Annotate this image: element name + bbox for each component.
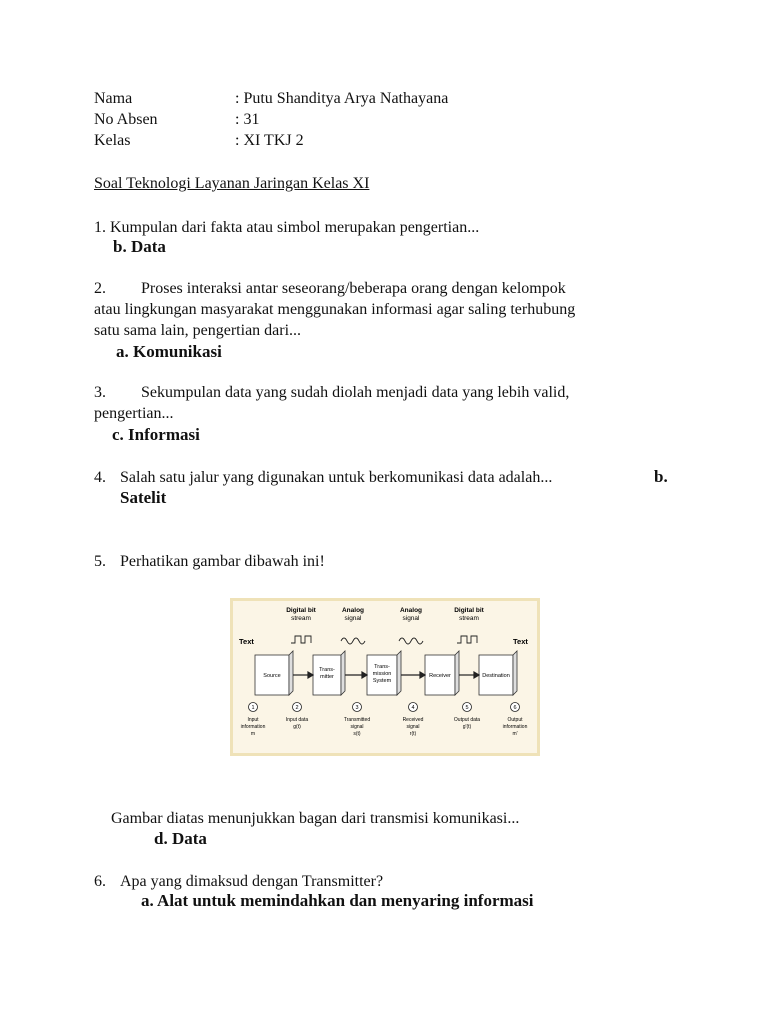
stage-3-number: 3 <box>355 705 359 711</box>
diagram-top-label-3b: signal <box>402 615 420 622</box>
stage-4-number: 4 <box>411 705 415 711</box>
stage-4-label-1: Received <box>402 717 424 723</box>
block-label-system-3: System <box>372 678 392 684</box>
stage-6-label-1: Output <box>507 717 523 723</box>
question-1-answer: b. Data <box>113 237 166 256</box>
nama-label: Nama <box>94 90 133 107</box>
block-label-source: Source <box>263 673 281 679</box>
question-2-answer: a. Komunikasi <box>116 342 222 361</box>
question-4-number: 4. <box>94 469 106 486</box>
block-label-system-2: mission <box>372 671 392 677</box>
question-3-number: 3. <box>94 384 106 401</box>
question-5-answer: d. Data <box>154 829 207 848</box>
diagram-svg <box>233 601 537 753</box>
stage-2-number: 2 <box>295 705 299 711</box>
question-3-line2: pengertian... <box>94 405 174 422</box>
analog-signal-icon <box>341 638 365 644</box>
stage-5-label-1: Output data <box>453 717 481 723</box>
stage-2-label-1: Input data <box>285 717 309 723</box>
stage-3-label-2: signal <box>350 724 364 730</box>
stage-6-number: 6 <box>513 705 517 711</box>
diagram-top-label-1b: stream <box>291 615 311 622</box>
question-6-answer: a. Alat untuk memindahkan dan menyaring informasi <box>141 891 534 910</box>
stage-2-label-2: g(t) <box>293 724 301 730</box>
block-label-receiver: Receiver <box>429 673 451 679</box>
block-label-system-1: Trans- <box>374 664 390 670</box>
question-2-number: 2. <box>94 280 106 297</box>
question-5-text: Perhatikan gambar dibawah ini! <box>120 553 325 570</box>
question-5-number: 5. <box>94 553 106 570</box>
question-4-answer-prefix: b. <box>654 467 668 486</box>
diagram-top-label-3a: Analog <box>399 607 423 614</box>
kelas-value: : XI TKJ 2 <box>235 132 304 149</box>
block-label-destination: Destination <box>482 673 510 679</box>
diagram-top-label-4b: stream <box>459 615 479 622</box>
question-4-answer: Satelit <box>120 488 167 507</box>
absen-value: : 31 <box>235 111 260 128</box>
stage-4-label-2: signal <box>406 724 420 730</box>
stage-3-label-3: s(t) <box>353 731 361 737</box>
analog-signal-icon <box>399 638 423 644</box>
digital-signal-icon <box>291 636 311 643</box>
stage-1-label-1: Input <box>247 717 259 723</box>
question-6-number: 6. <box>94 873 106 890</box>
stage-5-label-2: g'(t) <box>462 724 472 730</box>
stage-6-label-2: information <box>502 724 528 730</box>
question-3-answer: c. Informasi <box>112 425 200 444</box>
diagram-top-label-1a: Digital bit <box>286 607 316 614</box>
stage-5-number: 5 <box>465 705 469 711</box>
nama-value: : Putu Shanditya Arya Nathayana <box>235 90 449 107</box>
question-3-line1: Sekumpulan data yang sudah diolah menjadi data yang lebih valid, <box>141 384 570 401</box>
diagram-top-label-2b: signal <box>344 615 362 622</box>
question-2-line1: Proses interaksi antar seseorang/beberapa orang dengan kelompok <box>141 280 566 297</box>
question-2-line3: satu sama lain, pengertian dari... <box>94 322 302 339</box>
stage-3-label-1: Transmitted <box>343 717 371 723</box>
kelas-label: Kelas <box>94 132 131 149</box>
block-label-transmitter-2: mitter <box>320 674 334 680</box>
question-1-text: 1. Kumpulan dari fakta atau simbol merupakan pengertian... <box>94 219 480 236</box>
question-6-text: Apa yang dimaksud dengan Transmitter? <box>120 873 384 890</box>
document-title: Soal Teknologi Layanan Jaringan Kelas XI <box>94 175 370 192</box>
diagram-top-label-4a: Digital bit <box>454 607 484 614</box>
stage-4-label-3: r(t) <box>409 731 417 737</box>
stage-6-label-3: m' <box>512 731 518 737</box>
stage-1-number: 1 <box>251 705 255 711</box>
stage-1-label-3: m <box>250 731 256 737</box>
block-label-transmitter-1: Trans- <box>319 667 335 673</box>
question-4-text: Salah satu jalur yang digunakan untuk berkomunikasi data adalah... <box>120 469 553 486</box>
absen-label: No Absen <box>94 111 158 128</box>
diagram-top-label-2a: Analog <box>341 607 365 614</box>
question-5-followup: Gambar diatas menunjukkan bagan dari transmisi komunikasi... <box>111 810 520 827</box>
communication-diagram <box>230 598 540 756</box>
diagram-text-right: Text <box>513 637 528 646</box>
question-2-line2: atau lingkungan masyarakat menggunakan informasi agar saling terhubung <box>94 301 576 318</box>
stage-1-label-2: information <box>240 724 266 730</box>
digital-signal-icon <box>457 636 477 643</box>
diagram-text-left: Text <box>239 637 254 646</box>
